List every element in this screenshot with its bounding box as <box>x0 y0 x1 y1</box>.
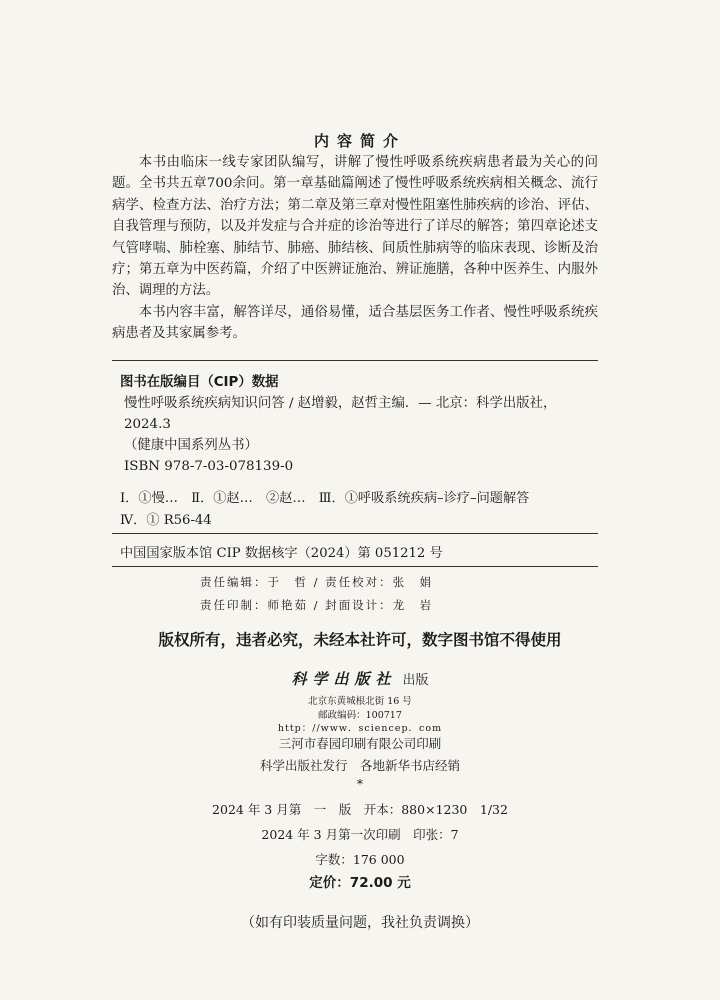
staff-line-1: 责任编辑：于 哲 / 责任校对：张 娟 <box>200 575 434 589</box>
printer-line: 三河市春园印刷有限公司印刷 <box>278 736 442 751</box>
publisher-line <box>0 668 720 689</box>
price: 定价：72.00 元 <box>309 875 411 891</box>
publisher-address: 北京东黄城根北街 16 号 <box>308 696 412 707</box>
classification-block <box>120 488 600 532</box>
copyright-statement: 版权所有，违者必究，未经本社许可，数字图书馆不得使用 <box>158 631 562 649</box>
intro-paragraph-1: 本书由临床一线专家团队编写，讲解了慢性呼吸系统疾病患者最为关心的问题。全书共五章700余问。第一章基础篇阐述了慢性呼吸系统疾病相关概念、流行病学、检查方法、治疗方法；第二章及第三章对慢性阻塞性肺疾病的诊治、评估、自我管理与预防，以及并发症与合并症的诊治等进行了详尽的解答；第四章论述支气管哮喘、肺栓塞、肺结节、肺癌、肺结核、间质性肺病等的临床表现、诊断及治疗；第五章为中医药篇，介绍了中医辨证施治、辨证施膳，各种中医养生、内服外治、调理的方法。 <box>112 155 598 299</box>
publisher-postcode: 邮政编码：100717 <box>318 710 402 721</box>
edition-line: 2024 年 3 月第 一 版 开本：880×1230 1/32 <box>212 802 508 817</box>
separator-star: * <box>356 776 364 791</box>
top-divider <box>112 360 598 361</box>
cip-data-block <box>120 372 600 477</box>
publisher-suffix: 出版 <box>402 673 429 688</box>
printing-line: 2024 年 3 月第一次印刷 印张：7 <box>261 827 459 842</box>
staff-line-2: 责任印制：师艳茹 / 封面设计：龙 岩 <box>200 598 434 612</box>
cip-approval-number: 中国国家版本馆 CIP 数据核字（2024）第 051212 号 <box>120 546 443 561</box>
word-count: 字数：176 000 <box>315 852 405 867</box>
publisher-logo: 科学出版社 <box>291 670 397 688</box>
cip-heading: 图书在版编目（CIP）数据 <box>120 375 279 390</box>
classification-line-2: Ⅳ．① R56-44 <box>120 513 212 528</box>
quality-notice: （如有印装质量问题，我社负责调换） <box>241 915 479 931</box>
intro-paragraph-2: 本书内容丰富，解答详尽，通俗易懂，适合基层医务工作者、慢性呼吸系统疾病患者及其家属参考。 <box>112 304 598 342</box>
intro-body <box>112 152 598 345</box>
intro-title: 内容简介 <box>313 132 406 150</box>
bottom-divider <box>112 566 598 567</box>
cip-series: （健康中国系列丛书） <box>124 438 258 453</box>
cip-date-line: 2024.3 <box>124 417 171 432</box>
distribution-line: 科学出版社发行 各地新华书店经销 <box>259 758 460 773</box>
middle-divider <box>112 533 598 534</box>
classification-line-1: Ⅰ．①慢… Ⅱ．①赵… ②赵… Ⅲ．①呼吸系统疾病–诊疗–问题解答 <box>120 491 530 506</box>
cip-title-line: 慢性呼吸系统疾病知识问答 / 赵增毅，赵哲主编．— 北京：科学出版社， <box>124 396 557 411</box>
cip-isbn: ISBN 978-7-03-078139-0 <box>124 459 294 474</box>
publisher-url: http：//www．sciencep．com <box>277 723 443 734</box>
